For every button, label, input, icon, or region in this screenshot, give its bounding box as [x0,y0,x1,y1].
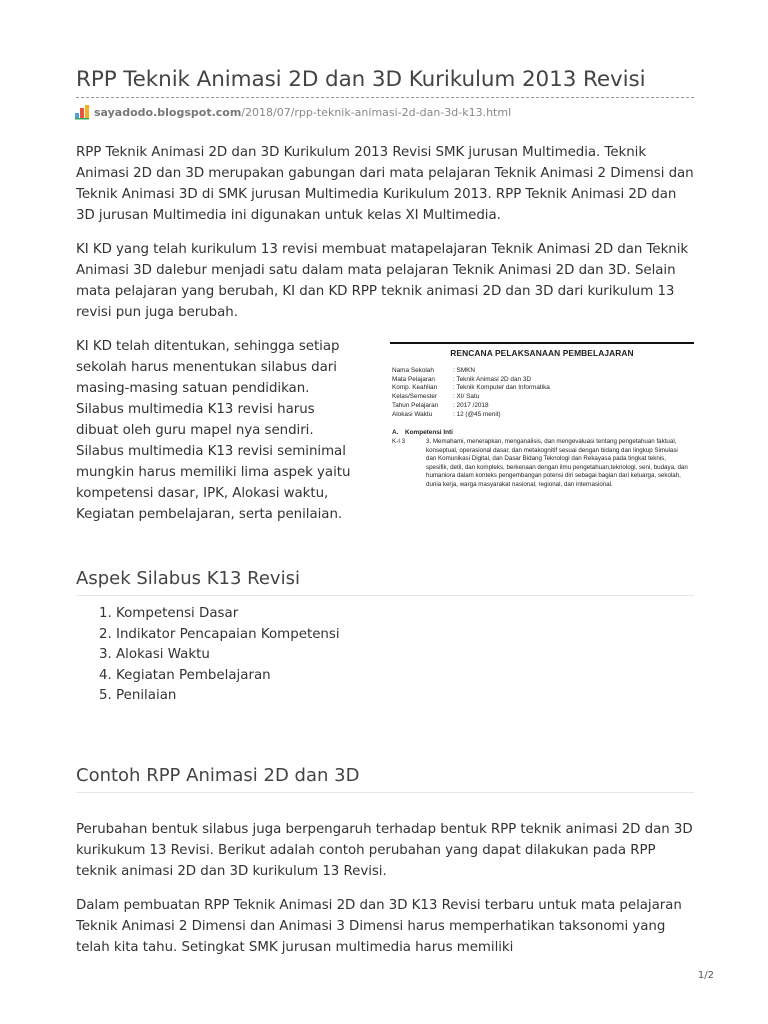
list-item: 3. Alokasi Waktu [116,645,694,666]
list-item: 1. Kompetensi Dasar [116,604,694,625]
page-number: 1/2 [697,970,714,981]
document-info-rows [392,367,550,419]
contoh-paragraph-2: Dalam pembuatan RPP Teknik Animasi 2D dan 3D K13 Revisi terbaru untuk mata pelajaran Teknik Animasi 2 Dimensi dan Animasi 3 Dimensi harus memperhatikan taksonomi yang telah kita tahu. Setingkat SMK jurusan multimedia harus memiliki [76,897,682,955]
document-info-row: Mata Pelajaran : Teknik Animasi 2D dan 3D [392,375,532,383]
document-info-row: Alokasi Waktu : 12 (@45 menit) [392,410,501,418]
document-info-row: Kelas/Semester : XI/ Satu [392,393,480,401]
list-item: 5. Penilaian [116,686,694,707]
source-link[interactable] [76,97,694,122]
rpp-document-image [390,338,694,494]
aspek-list [76,604,694,707]
section-heading-aspek: Aspek Silabus K13 Revisi [76,565,694,596]
document-info-row: Komp. Keahlian : Teknik Komputer dan Informatika [392,384,550,392]
document-info-row: Nama Sekolah : SMKN [392,367,476,374]
silabus-paragraph: KI KD telah ditentukan, sehingga setiap sekolah harus menentukan silabus dari masing-masing satuan pendidikan. Silabus multimedia K13 revisi harus dibuat oleh guru mapel nya sendiri. Silabus multimedia K13 revisi seminimal mungkin harus memiliki lima aspek yaitu kompetensi dasar, IPK, Alokasi waktu, Kegiatan pembelajaran, serta penilaian. [76,339,351,522]
document-divider [390,342,694,344]
intro-paragraph: RPP Teknik Animasi 2D dan 3D Kurikulum 2013 Revisi SMK jurusan Multimedia. Teknik Animasi 2D dan 3D merupakan gabungan dari mata pelajaran Teknik Animasi 2 Dimensi dan Teknik Animasi 3D di SMK jurusan Multimedia Kurikulum 2013. RPP Teknik Animasi 2D dan 3D jurusan Multimedia ini digunakan untuk kelas XI Multimedia. [76,145,694,223]
ki-kd-paragraph: KI KD yang telah kurikulum 13 revisi membuat matapelajaran Teknik Animasi 2D dan Teknik Animasi 3D dalebur menjadi satu dalam mata pelajaran Teknik Animasi 2D dan 3D. Selain mata pelajaran yang berubah, KI dan KD RPP teknik animasi 2D dan 3D dari kurikulum 13 revisi pun juga berubah. [76,242,689,320]
document-info-row: Tahun Pelajaran : 2017 /2018 [392,401,489,409]
site-favicon-icon [74,104,90,120]
document-ki-row [392,438,688,490]
cropped-header-fragment [390,338,694,341]
ki-code: K-I 3 [392,438,406,445]
article [76,64,694,958]
source-path[interactable]: /2018/07/rpp-teknik-animasi-2d-dan-3d-k13.html [241,105,512,119]
section-heading-contoh: Contoh RPP Animasi 2D dan 3D [76,762,694,793]
article-title: RPP Teknik Animasi 2D dan 3D Kurikulum 2013 Revisi [76,67,646,92]
list-item: 2. Indikator Pencapaian Kompetensi [116,625,694,646]
list-item: 4. Kegiatan Pembelajaran [116,666,694,687]
source-domain[interactable]: sayadodo.blogspot.com [94,105,242,119]
contoh-paragraph-1: Perubahan bentuk silabus juga berpengaruh terhadap bentuk RPP teknik animasi 2D dan 3D kurikukum 13 Revisi. Berikut adalah contoh perubahan yang dapat dilakukan pada RPP teknik animasi 2D dan 3D kurikulum 13 Revisi. [76,821,693,879]
paragraph-with-image [76,336,694,546]
ki-text: 3. Memahami, menerapkan, menganalisis, dan mengevaluasi tentang pengetahuan faktual, konseptual, operasional dasar, dan metakognitif sesuai dengan bidang dan lingkup Simulasi dan Komunikasi Digital, dan Dasar Bidang Teknologi dan Rekayasa pada tingkat teknis, spesifik, detil, dan kompleks, berkenaan dengan ilmu pengetahuan,teknologi, seni, budaya, dan humaniora dalam konteks pengembangan potensi diri sebagai bagian dari keluarga, sekolah, dunia kerja, warga masyarakat nasional, regional, dan internasional. [426,438,688,488]
document-section-title: A. Kompetensi Inti [392,429,453,436]
document-heading: RENCANA PELAKSANAAN PEMBELAJARAN [450,348,634,358]
